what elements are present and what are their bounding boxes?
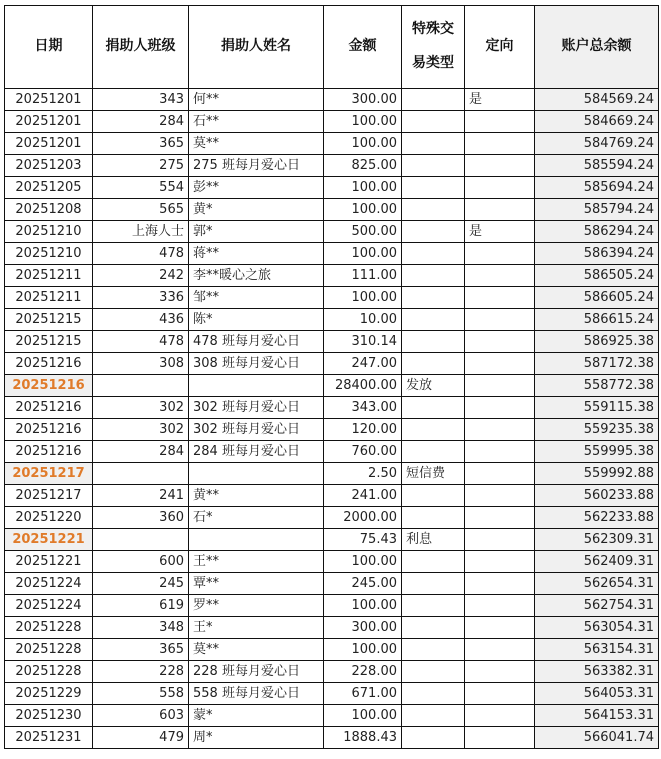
- cell-donor-name: 478 班每月爱心日: [189, 331, 324, 353]
- cell-balance: 558772.38: [535, 375, 659, 397]
- cell-date: 20251201: [5, 89, 93, 111]
- cell-donor-class: 228: [93, 661, 189, 683]
- cell-direction: [465, 617, 535, 639]
- table-row: [5, 397, 659, 419]
- cell-balance: 562654.31: [535, 573, 659, 595]
- cell-direction: [465, 375, 535, 397]
- cell-special-type: [402, 287, 465, 309]
- cell-donor-class: 302: [93, 397, 189, 419]
- cell-balance: 560233.88: [535, 485, 659, 507]
- cell-special-type: 发放: [402, 375, 465, 397]
- table-row: [5, 89, 659, 111]
- cell-donor-class: 554: [93, 177, 189, 199]
- cell-direction: [465, 265, 535, 287]
- table-row: [5, 287, 659, 309]
- table-header: [5, 6, 659, 89]
- cell-donor-class: 343: [93, 89, 189, 111]
- header-direction: 定向: [465, 6, 535, 89]
- table-row: [5, 375, 659, 397]
- cell-balance: 586615.24: [535, 309, 659, 331]
- cell-special-type: [402, 353, 465, 375]
- cell-direction: [465, 661, 535, 683]
- header-balance: 账户总余额: [535, 6, 659, 89]
- cell-direction: [465, 397, 535, 419]
- cell-date: 20251224: [5, 595, 93, 617]
- table-row: [5, 617, 659, 639]
- table-row: [5, 331, 659, 353]
- cell-donor-name: 275 班每月爱心日: [189, 155, 324, 177]
- cell-amount: 247.00: [324, 353, 402, 375]
- header-special-type-line1: 特殊交: [412, 21, 454, 38]
- cell-amount: 111.00: [324, 265, 402, 287]
- cell-amount: 100.00: [324, 287, 402, 309]
- cell-date: 20251210: [5, 221, 93, 243]
- cell-donor-name: 284 班每月爱心日: [189, 441, 324, 463]
- cell-date: 20251230: [5, 705, 93, 727]
- cell-amount: 100.00: [324, 639, 402, 661]
- cell-amount: 100.00: [324, 243, 402, 265]
- cell-balance: 566041.74: [535, 727, 659, 749]
- cell-balance: 587172.38: [535, 353, 659, 375]
- cell-donor-class: 603: [93, 705, 189, 727]
- cell-date: 20251205: [5, 177, 93, 199]
- cell-donor-name: 王*: [189, 617, 324, 639]
- cell-donor-name: 覃**: [189, 573, 324, 595]
- cell-direction: [465, 133, 535, 155]
- cell-donor-name: 邹**: [189, 287, 324, 309]
- cell-donor-class: 275: [93, 155, 189, 177]
- cell-amount: 120.00: [324, 419, 402, 441]
- cell-date: 20251228: [5, 661, 93, 683]
- cell-date: 20251210: [5, 243, 93, 265]
- cell-donor-class: 284: [93, 111, 189, 133]
- cell-amount: 343.00: [324, 397, 402, 419]
- cell-amount: 10.00: [324, 309, 402, 331]
- cell-donor-name: 蒙*: [189, 705, 324, 727]
- cell-date: 20251211: [5, 287, 93, 309]
- cell-special-type: [402, 441, 465, 463]
- cell-special-type: [402, 397, 465, 419]
- cell-balance: 559235.38: [535, 419, 659, 441]
- cell-donor-class: 241: [93, 485, 189, 507]
- cell-direction: [465, 529, 535, 551]
- cell-special-type: [402, 617, 465, 639]
- cell-date: 20251220: [5, 507, 93, 529]
- cell-balance: 562309.31: [535, 529, 659, 551]
- header-special-type: [402, 6, 465, 89]
- cell-direction: [465, 705, 535, 727]
- cell-amount: 1888.43: [324, 727, 402, 749]
- cell-special-type: [402, 199, 465, 221]
- cell-direction: [465, 331, 535, 353]
- cell-amount: 241.00: [324, 485, 402, 507]
- cell-donor-name: 王**: [189, 551, 324, 573]
- cell-amount: 500.00: [324, 221, 402, 243]
- cell-donor-class: 245: [93, 573, 189, 595]
- cell-date: 20251216: [5, 353, 93, 375]
- cell-amount: 2000.00: [324, 507, 402, 529]
- cell-direction: [465, 199, 535, 221]
- cell-donor-name: 彭**: [189, 177, 324, 199]
- cell-date: 20251217: [5, 485, 93, 507]
- cell-date: 20251231: [5, 727, 93, 749]
- cell-special-type: [402, 309, 465, 331]
- donation-ledger-table: [4, 5, 659, 749]
- cell-balance: 563054.31: [535, 617, 659, 639]
- cell-donor-name: 罗**: [189, 595, 324, 617]
- cell-donor-class: 478: [93, 331, 189, 353]
- table-row: [5, 463, 659, 485]
- cell-direction: [465, 287, 535, 309]
- cell-amount: 100.00: [324, 177, 402, 199]
- cell-donor-name: [189, 375, 324, 397]
- cell-amount: 825.00: [324, 155, 402, 177]
- cell-direction: [465, 463, 535, 485]
- cell-amount: 100.00: [324, 133, 402, 155]
- cell-donor-name: 周*: [189, 727, 324, 749]
- cell-direction: [465, 243, 535, 265]
- table-row: [5, 661, 659, 683]
- cell-balance: 564153.31: [535, 705, 659, 727]
- cell-direction: [465, 309, 535, 331]
- cell-donor-class: 558: [93, 683, 189, 705]
- cell-donor-name: 黄**: [189, 485, 324, 507]
- cell-balance: 563154.31: [535, 639, 659, 661]
- cell-balance: 586294.24: [535, 221, 659, 243]
- header-date: 日期: [5, 6, 93, 89]
- table-row: [5, 155, 659, 177]
- cell-balance: 586605.24: [535, 287, 659, 309]
- cell-donor-class: 336: [93, 287, 189, 309]
- cell-special-type: [402, 155, 465, 177]
- cell-direction: [465, 507, 535, 529]
- cell-donor-name: [189, 463, 324, 485]
- cell-direction: [465, 441, 535, 463]
- cell-balance: 584769.24: [535, 133, 659, 155]
- cell-donor-name: 228 班每月爱心日: [189, 661, 324, 683]
- table-row: [5, 529, 659, 551]
- table-row: [5, 441, 659, 463]
- cell-special-type: [402, 89, 465, 111]
- cell-amount: 245.00: [324, 573, 402, 595]
- cell-date: 20251228: [5, 617, 93, 639]
- cell-special-type: [402, 485, 465, 507]
- cell-amount: 300.00: [324, 617, 402, 639]
- cell-balance: 563382.31: [535, 661, 659, 683]
- cell-direction: [465, 683, 535, 705]
- cell-date: 20251201: [5, 111, 93, 133]
- cell-balance: 585694.24: [535, 177, 659, 199]
- cell-balance: 584669.24: [535, 111, 659, 133]
- cell-date: 20251215: [5, 309, 93, 331]
- table-row: [5, 727, 659, 749]
- cell-date: 20251216: [5, 441, 93, 463]
- header-amount: 金额: [324, 6, 402, 89]
- cell-date: 20251224: [5, 573, 93, 595]
- table-row: [5, 265, 659, 287]
- header-donor-name: 捐助人姓名: [189, 6, 324, 89]
- cell-special-type: [402, 221, 465, 243]
- cell-donor-name: 558 班每月爱心日: [189, 683, 324, 705]
- cell-donor-name: 郭*: [189, 221, 324, 243]
- cell-direction: 是: [465, 89, 535, 111]
- table-row: [5, 177, 659, 199]
- cell-direction: [465, 419, 535, 441]
- table-row: [5, 507, 659, 529]
- cell-special-type: [402, 133, 465, 155]
- table-row: [5, 419, 659, 441]
- cell-direction: [465, 573, 535, 595]
- cell-special-type: 短信费: [402, 463, 465, 485]
- cell-direction: [465, 595, 535, 617]
- table-row: [5, 221, 659, 243]
- cell-date: 20251201: [5, 133, 93, 155]
- cell-donor-name: 莫**: [189, 133, 324, 155]
- cell-direction: [465, 727, 535, 749]
- cell-donor-name: [189, 529, 324, 551]
- table-row: [5, 639, 659, 661]
- cell-date: 20251216: [5, 397, 93, 419]
- cell-balance: 585794.24: [535, 199, 659, 221]
- cell-special-type: [402, 661, 465, 683]
- cell-date: 20251211: [5, 265, 93, 287]
- cell-donor-class: 619: [93, 595, 189, 617]
- cell-donor-name: 何**: [189, 89, 324, 111]
- cell-amount: 28400.00: [324, 375, 402, 397]
- cell-donor-class: 478: [93, 243, 189, 265]
- cell-donor-name: 黄*: [189, 199, 324, 221]
- table-row: [5, 705, 659, 727]
- cell-balance: 562754.31: [535, 595, 659, 617]
- table-row: [5, 573, 659, 595]
- cell-date: 20251221: [5, 529, 93, 551]
- cell-donor-name: 李**暖心之旅: [189, 265, 324, 287]
- table-row: [5, 243, 659, 265]
- cell-donor-name: 302 班每月爱心日: [189, 419, 324, 441]
- cell-donor-class: [93, 529, 189, 551]
- table-row: [5, 111, 659, 133]
- cell-special-type: [402, 265, 465, 287]
- cell-balance: 586925.38: [535, 331, 659, 353]
- cell-donor-class: 302: [93, 419, 189, 441]
- table-body: [5, 89, 659, 749]
- cell-balance: 564053.31: [535, 683, 659, 705]
- cell-special-type: [402, 683, 465, 705]
- cell-special-type: [402, 573, 465, 595]
- cell-donor-class: 600: [93, 551, 189, 573]
- cell-date: 20251215: [5, 331, 93, 353]
- header-special-type-line2: 易类型: [412, 55, 454, 71]
- cell-date: 20251217: [5, 463, 93, 485]
- table-row: [5, 309, 659, 331]
- cell-donor-name: 302 班每月爱心日: [189, 397, 324, 419]
- cell-donor-name: 陈*: [189, 309, 324, 331]
- cell-donor-class: [93, 375, 189, 397]
- cell-amount: 100.00: [324, 111, 402, 133]
- cell-amount: 100.00: [324, 595, 402, 617]
- table-row: [5, 353, 659, 375]
- cell-amount: 2.50: [324, 463, 402, 485]
- cell-donor-class: 365: [93, 639, 189, 661]
- cell-special-type: [402, 639, 465, 661]
- cell-direction: [465, 353, 535, 375]
- cell-direction: [465, 551, 535, 573]
- cell-special-type: [402, 331, 465, 353]
- header-donor-class: 捐助人班级: [93, 6, 189, 89]
- cell-direction: 是: [465, 221, 535, 243]
- cell-donor-name: 蒋**: [189, 243, 324, 265]
- cell-special-type: [402, 727, 465, 749]
- cell-donor-class: 360: [93, 507, 189, 529]
- cell-donor-name: 308 班每月爱心日: [189, 353, 324, 375]
- cell-donor-name: 石**: [189, 111, 324, 133]
- cell-amount: 100.00: [324, 199, 402, 221]
- cell-date: 20251216: [5, 375, 93, 397]
- cell-date: 20251203: [5, 155, 93, 177]
- cell-special-type: [402, 419, 465, 441]
- table-row: [5, 683, 659, 705]
- cell-amount: 760.00: [324, 441, 402, 463]
- cell-amount: 75.43: [324, 529, 402, 551]
- cell-date: 20251208: [5, 199, 93, 221]
- cell-donor-name: 石*: [189, 507, 324, 529]
- cell-balance: 585594.24: [535, 155, 659, 177]
- cell-special-type: [402, 551, 465, 573]
- cell-direction: [465, 639, 535, 661]
- table-row: [5, 199, 659, 221]
- cell-special-type: [402, 705, 465, 727]
- cell-amount: 100.00: [324, 705, 402, 727]
- cell-balance: 562233.88: [535, 507, 659, 529]
- cell-balance: 562409.31: [535, 551, 659, 573]
- cell-direction: [465, 177, 535, 199]
- cell-amount: 228.00: [324, 661, 402, 683]
- cell-direction: [465, 111, 535, 133]
- table-row: [5, 595, 659, 617]
- cell-donor-class: 479: [93, 727, 189, 749]
- cell-donor-class: 365: [93, 133, 189, 155]
- table-row: [5, 133, 659, 155]
- cell-balance: 559992.88: [535, 463, 659, 485]
- cell-direction: [465, 485, 535, 507]
- cell-amount: 671.00: [324, 683, 402, 705]
- cell-amount: 100.00: [324, 551, 402, 573]
- cell-date: 20251229: [5, 683, 93, 705]
- cell-balance: 559115.38: [535, 397, 659, 419]
- cell-donor-class: 436: [93, 309, 189, 331]
- cell-donor-class: 565: [93, 199, 189, 221]
- cell-date: 20251216: [5, 419, 93, 441]
- cell-special-type: [402, 111, 465, 133]
- cell-direction: [465, 155, 535, 177]
- cell-date: 20251221: [5, 551, 93, 573]
- cell-special-type: [402, 177, 465, 199]
- cell-balance: 559995.38: [535, 441, 659, 463]
- cell-donor-class: 348: [93, 617, 189, 639]
- cell-special-type: [402, 595, 465, 617]
- cell-balance: 586505.24: [535, 265, 659, 287]
- cell-special-type: 利息: [402, 529, 465, 551]
- cell-special-type: [402, 243, 465, 265]
- cell-amount: 310.14: [324, 331, 402, 353]
- cell-donor-name: 莫**: [189, 639, 324, 661]
- cell-donor-class: [93, 463, 189, 485]
- cell-special-type: [402, 507, 465, 529]
- cell-donor-class: 242: [93, 265, 189, 287]
- cell-donor-class: 308: [93, 353, 189, 375]
- table-row: [5, 551, 659, 573]
- cell-balance: 584569.24: [535, 89, 659, 111]
- cell-donor-class: 284: [93, 441, 189, 463]
- cell-amount: 300.00: [324, 89, 402, 111]
- cell-donor-class: 上海人士: [93, 221, 189, 243]
- cell-date: 20251228: [5, 639, 93, 661]
- cell-balance: 586394.24: [535, 243, 659, 265]
- table-row: [5, 485, 659, 507]
